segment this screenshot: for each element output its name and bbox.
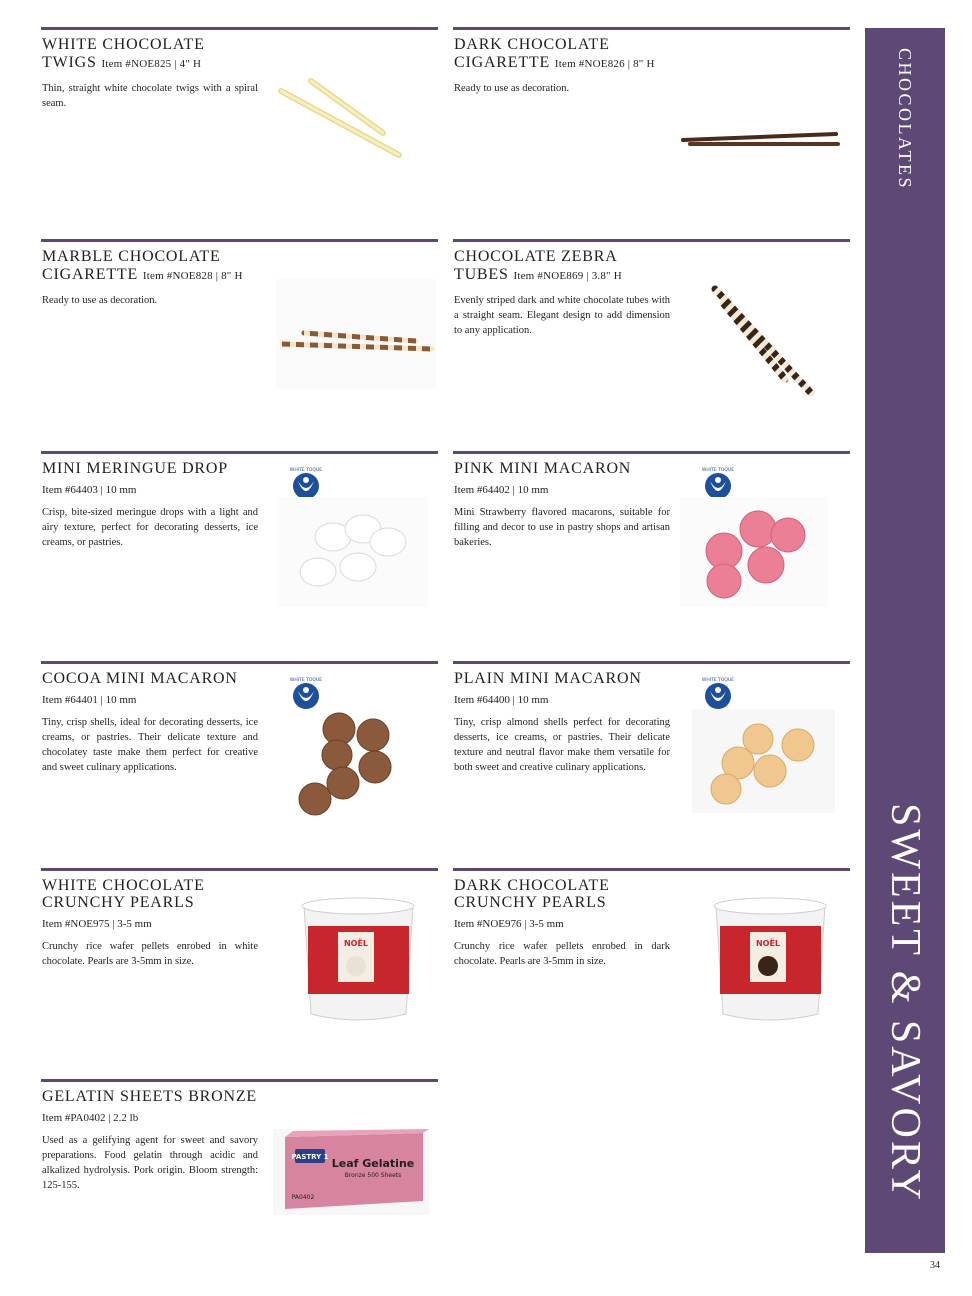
product-image bbox=[703, 281, 823, 406]
svg-text:WHITE TOQUE: WHITE TOQUE bbox=[289, 468, 323, 473]
white-toque-logo-icon bbox=[700, 465, 736, 501]
product-description: Crunchy rice wafer pellets enrobed in dark chocolate. Pearls are 3-5mm in size. bbox=[454, 941, 670, 967]
product-title: MINI MERINGUE DROP bbox=[42, 460, 228, 477]
white-toque-logo-icon bbox=[288, 465, 324, 501]
product-image bbox=[271, 71, 411, 171]
product-image bbox=[276, 279, 436, 389]
divider bbox=[453, 27, 850, 30]
product-item-number: Item #NOE975 | 3-5 mm bbox=[42, 918, 152, 930]
product-item-number: Item #NOE826 | 8" H bbox=[554, 58, 655, 70]
page-number: 34 bbox=[930, 1260, 940, 1271]
product-plain-mini-macaron bbox=[453, 661, 850, 861]
section-sidebar bbox=[865, 28, 945, 1253]
product-item-number: Item #64403 | 10 mm bbox=[42, 484, 137, 496]
divider bbox=[41, 451, 438, 454]
product-item-number: Item #64401 | 10 mm bbox=[42, 694, 137, 706]
product-item-number: Item #PA0402 | 2.2 lb bbox=[42, 1112, 139, 1124]
product-item-number: Item #NOE825 | 4" H bbox=[101, 58, 202, 70]
product-title: DARK CHOCOLATE CIGARETTE Item #NOE826 | 8" H bbox=[454, 36, 655, 71]
product-title: COCOA MINI MACARON bbox=[42, 670, 238, 687]
svg-text:NOËL: NOËL bbox=[343, 939, 369, 948]
product-image bbox=[296, 894, 421, 1029]
divider bbox=[453, 868, 850, 871]
product-dark-chocolate-cigarette bbox=[453, 27, 850, 227]
product-image bbox=[680, 497, 828, 607]
divider bbox=[41, 868, 438, 871]
divider bbox=[41, 239, 438, 242]
product-description: Thin, straight white chocolate twigs with a spiral seam. bbox=[42, 83, 258, 109]
product-dark-chocolate-crunchy-pearls bbox=[453, 868, 850, 1068]
divider bbox=[453, 451, 850, 454]
product-title: PINK MINI MACARON bbox=[454, 460, 632, 477]
svg-text:NOËL: NOËL bbox=[755, 939, 781, 948]
product-description: Used as a gelifying agent for sweet and savory preparations. Food gelatin through acidic and alkalized hydrolysis. Pork origin. Bloom strength: 125-155. bbox=[42, 1135, 258, 1191]
section-label: SWEET & SAVORY bbox=[882, 803, 928, 1203]
category-label: CHOCOLATES bbox=[895, 48, 915, 191]
product-title: WHITE CHOCOLATE CRUNCHY PEARLS bbox=[42, 877, 205, 911]
product-image bbox=[278, 497, 428, 607]
product-cocoa-mini-macaron bbox=[41, 661, 438, 861]
product-marble-chocolate-cigarette bbox=[41, 239, 438, 439]
product-description: Tiny, crisp almond shells perfect for decorating desserts, ice creams, or pastries. Their delicate texture and neutral flavor make them versatile for both sweet and creative culinary applications. bbox=[454, 717, 670, 773]
product-item-number: Item #NOE976 | 3-5 mm bbox=[454, 918, 564, 930]
svg-text:PASTRY 1: PASTRY 1 bbox=[291, 1153, 329, 1161]
product-description: Evenly striped dark and white chocolate tubes with a straight seam. Elegant design to add dimension to any application. bbox=[454, 295, 670, 336]
product-image bbox=[273, 1129, 429, 1215]
product-description: Tiny, crisp shells, ideal for decorating desserts, ice creams, or pastries. Their delicate texture and chocolatey taste make them perfect for creative and sweet culinary applications. bbox=[42, 717, 258, 773]
product-gelatin-sheets-bronze bbox=[41, 1079, 438, 1279]
product-description: Ready to use as decoration. bbox=[42, 295, 158, 306]
svg-text:Leaf Gelatine: Leaf Gelatine bbox=[331, 1157, 415, 1170]
svg-text:WHITE TOQUE: WHITE TOQUE bbox=[701, 678, 735, 683]
svg-text:Bronze 500 Sheets: Bronze 500 Sheets bbox=[344, 1172, 402, 1179]
product-image bbox=[291, 711, 401, 821]
product-title: GELATIN SHEETS BRONZE bbox=[42, 1088, 258, 1105]
divider bbox=[453, 661, 850, 664]
product-item-number: Item #NOE869 | 3.8" H bbox=[513, 270, 622, 282]
svg-text:WHITE TOQUE: WHITE TOQUE bbox=[701, 468, 735, 473]
product-item-number: Item #64400 | 10 mm bbox=[454, 694, 549, 706]
divider bbox=[41, 661, 438, 664]
product-mini-meringue-drop bbox=[41, 451, 438, 651]
product-pink-mini-macaron bbox=[453, 451, 850, 651]
product-image bbox=[708, 894, 833, 1029]
svg-text:PA0402: PA0402 bbox=[291, 1194, 315, 1201]
product-title: DARK CHOCOLATE CRUNCHY PEARLS bbox=[454, 877, 610, 911]
product-title: PLAIN MINI MACARON bbox=[454, 670, 642, 687]
product-item-number: Item #NOE828 | 8" H bbox=[142, 270, 243, 282]
product-white-chocolate-twigs bbox=[41, 27, 438, 227]
product-title: WHITE CHOCOLATE TWIGS Item #NOE825 | 4" H bbox=[42, 36, 205, 71]
product-title: CHOCOLATE ZEBRA TUBES Item #NOE869 | 3.8" H bbox=[454, 248, 622, 283]
product-description: Crisp, bite-sized meringue drops with a light and airy texture, perfect for decorating desserts, ice creams, or pastries. bbox=[42, 507, 258, 548]
white-toque-logo-icon bbox=[700, 675, 736, 711]
product-description: Ready to use as decoration. bbox=[454, 83, 570, 94]
product-description: Crunchy rice wafer pellets enrobed in white chocolate. Pearls are 3-5mm in size. bbox=[42, 941, 258, 967]
white-toque-logo-icon bbox=[288, 675, 324, 711]
product-image bbox=[692, 709, 835, 813]
product-white-chocolate-crunchy-pearls bbox=[41, 868, 438, 1068]
divider bbox=[41, 1079, 438, 1082]
product-description: Mini Strawberry flavored macarons, suitable for filling and decor to use in pastry shops and artisan bakeries. bbox=[454, 507, 670, 548]
product-item-number: Item #64402 | 10 mm bbox=[454, 484, 549, 496]
product-chocolate-zebra-tubes bbox=[453, 239, 850, 439]
divider bbox=[453, 239, 850, 242]
svg-text:WHITE TOQUE: WHITE TOQUE bbox=[289, 678, 323, 683]
divider bbox=[41, 27, 438, 30]
product-title: MARBLE CHOCOLATE CIGARETTE Item #NOE828 | 8" H bbox=[42, 248, 243, 283]
product-image bbox=[678, 122, 843, 152]
